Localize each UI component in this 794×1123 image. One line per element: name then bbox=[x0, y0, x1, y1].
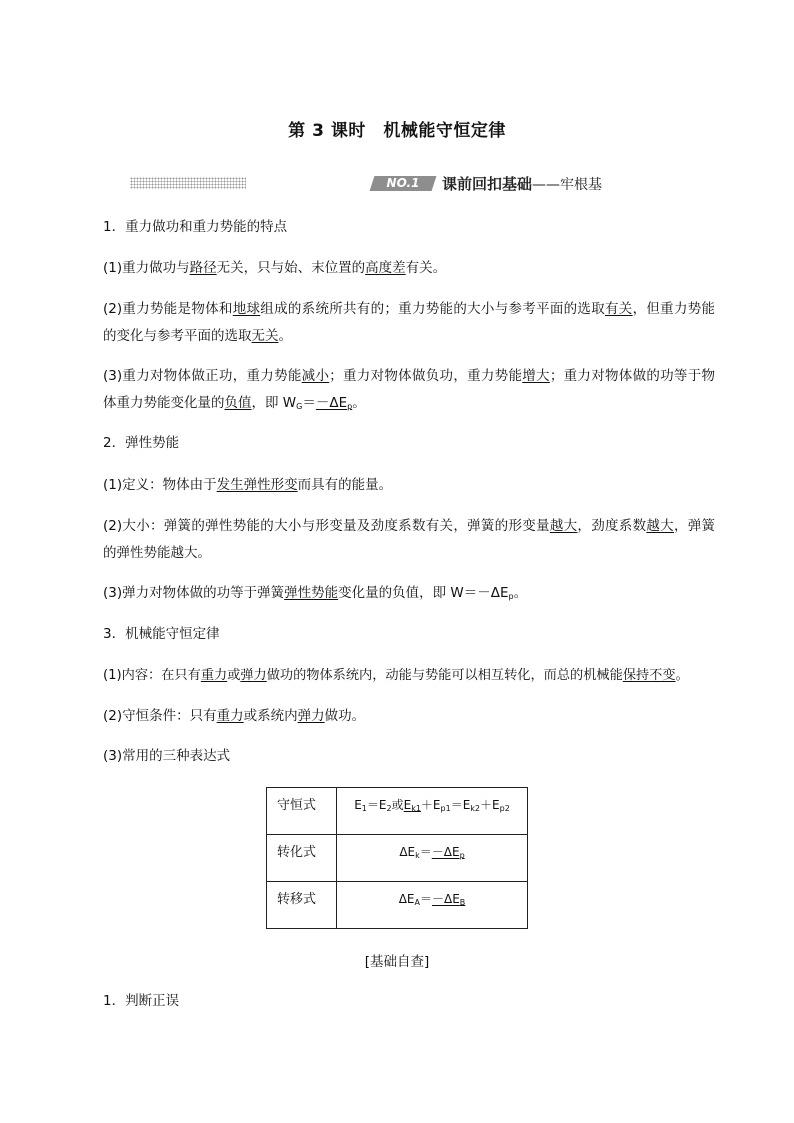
answer-blank: 越大 bbox=[549, 518, 578, 534]
text: ＋E bbox=[420, 798, 441, 812]
table-row bbox=[267, 882, 528, 929]
subscript: k2 bbox=[470, 804, 481, 813]
text: (3)重力对物体做正功，重力势能 bbox=[103, 368, 302, 384]
text: ＝ bbox=[419, 845, 432, 859]
banner-tag-label: NO.1 bbox=[386, 176, 420, 190]
text: ，劲度系数 bbox=[577, 518, 647, 534]
text: ；重力对物体做的功等于物体重力势能变化量的 bbox=[103, 368, 716, 411]
page-title: 第 3 课时 机械能守恒定律 bbox=[288, 121, 506, 141]
text: －ΔE bbox=[431, 845, 460, 859]
text: 或 bbox=[227, 668, 241, 683]
section-2-heading: 2．弹性势能 bbox=[103, 435, 180, 451]
answer-blank bbox=[316, 395, 352, 411]
text: ，弹簧的弹性势能越大。 bbox=[103, 518, 716, 561]
text: 有关。 bbox=[405, 260, 447, 276]
text: (3)弹力对物体做的功等于弹簧 bbox=[103, 585, 285, 601]
subscript: 2 bbox=[386, 804, 392, 813]
text: (1)内容：在只有 bbox=[103, 668, 201, 683]
table-row bbox=[267, 835, 528, 882]
subscript: p bbox=[508, 592, 514, 601]
text: ΔE bbox=[398, 892, 415, 906]
answer-blank bbox=[432, 845, 465, 859]
banner-tag bbox=[370, 176, 437, 191]
answer-blank: 弹力 bbox=[240, 668, 267, 683]
text: (2)重力势能是物体和 bbox=[103, 301, 233, 317]
subscript: G bbox=[296, 402, 303, 411]
answer-blank: 重力 bbox=[216, 708, 244, 724]
subscript: 1 bbox=[361, 804, 367, 813]
subscript: k bbox=[415, 851, 420, 860]
text: ＝E bbox=[450, 798, 471, 812]
text: (2)守恒条件：只有 bbox=[103, 708, 217, 724]
s3-paragraph-3: (3)常用的三种表达式 bbox=[103, 748, 231, 764]
text: ，即 W bbox=[251, 395, 297, 411]
answer-blank: 保持不变 bbox=[622, 668, 676, 683]
answer-blank: 减小 bbox=[301, 368, 330, 384]
text: 。 bbox=[675, 668, 689, 683]
row-label: 守恒式 bbox=[267, 788, 337, 835]
subscript: B bbox=[459, 898, 466, 907]
text: ΔE bbox=[399, 845, 416, 859]
banner-subtitle: ——牢根基 bbox=[532, 177, 603, 193]
s2-paragraph-3 bbox=[103, 580, 723, 610]
text: ＝E bbox=[366, 798, 387, 812]
answer-blank: 高度差 bbox=[365, 260, 406, 276]
text: 做功。 bbox=[324, 708, 366, 724]
text: 无关，只与始、末位置的 bbox=[216, 260, 366, 276]
s1-paragraph-2 bbox=[103, 296, 715, 350]
answer-blank: 弹性势能 bbox=[284, 585, 339, 601]
text: －ΔE bbox=[432, 892, 460, 906]
subscript: p bbox=[459, 851, 465, 860]
row-formula bbox=[337, 788, 528, 835]
subscript: p bbox=[347, 402, 353, 411]
subscript: A bbox=[414, 898, 420, 907]
answer-blank: 越大 bbox=[646, 518, 674, 534]
subscript: k1 bbox=[411, 804, 421, 813]
answer-blank bbox=[404, 798, 421, 812]
s1-paragraph-3 bbox=[103, 363, 715, 420]
text: 或系统内 bbox=[243, 708, 298, 724]
text: －ΔE bbox=[315, 395, 348, 411]
answer-blank: 地球 bbox=[232, 301, 261, 317]
answer-blank: 发生弹性形变 bbox=[216, 477, 298, 493]
s2-paragraph-2 bbox=[103, 513, 715, 567]
answer-blank: 无关 bbox=[251, 328, 279, 344]
answer-blank: 增大 bbox=[522, 368, 550, 384]
text: 而具有的能量。 bbox=[297, 477, 393, 493]
answer-blank: 弹力 bbox=[297, 708, 325, 724]
judge-heading: 1．判断正误 bbox=[103, 993, 180, 1009]
text: (2)大小：弹簧的弹性势能的大小与形变量及劲度系数有关，弹簧的形变量 bbox=[103, 518, 550, 534]
text: E bbox=[354, 798, 362, 812]
answer-blank: 有关 bbox=[605, 301, 633, 317]
banner-heading bbox=[442, 173, 602, 194]
text: ＋E bbox=[480, 798, 500, 812]
banner-heading-text: 课前回扣基础 bbox=[442, 175, 533, 193]
s3-paragraph-1 bbox=[103, 662, 723, 689]
subscript: p1 bbox=[440, 804, 451, 813]
subscript: p2 bbox=[499, 804, 510, 813]
self-check-label: [基础自查] bbox=[364, 954, 430, 970]
answer-blank: 路径 bbox=[189, 260, 217, 276]
section-3-heading: 3．机械能守恒定律 bbox=[103, 626, 220, 642]
row-label: 转移式 bbox=[267, 882, 337, 929]
text: 。 bbox=[513, 585, 528, 601]
banner-dot-pattern bbox=[130, 177, 246, 189]
text: 。 bbox=[278, 328, 292, 344]
section-1-heading: 1．重力做功和重力势能的特点 bbox=[103, 219, 288, 235]
text: E bbox=[403, 798, 412, 812]
text: (1)重力做功与 bbox=[103, 260, 190, 276]
text: 变化量的负值，即 W＝－ΔE bbox=[338, 585, 509, 601]
expressions-table bbox=[266, 787, 528, 929]
text: ，但重力势能的变化与参考平面的选取 bbox=[103, 301, 716, 344]
row-formula bbox=[337, 882, 528, 929]
text: ＝ bbox=[302, 395, 316, 411]
s2-paragraph-1 bbox=[103, 472, 723, 499]
text: ＝ bbox=[419, 892, 432, 906]
text: 组成的系统所共有的；重力势能的大小与参考平面的选取 bbox=[260, 301, 605, 317]
text: 或 bbox=[391, 798, 404, 812]
text: ；重力对物体做负功，重力势能 bbox=[329, 368, 523, 384]
table-row bbox=[267, 788, 528, 835]
answer-blank: 重力 bbox=[200, 668, 228, 683]
row-formula bbox=[337, 835, 528, 882]
s3-paragraph-2 bbox=[103, 703, 723, 730]
answer-blank: 负值 bbox=[224, 395, 252, 411]
text: (1)定义：物体由于 bbox=[103, 477, 217, 493]
answer-blank bbox=[432, 892, 465, 906]
text: 做功的物体系统内，动能与势能可以相互转化，而总的机械能 bbox=[266, 668, 623, 683]
text: 。 bbox=[352, 395, 366, 411]
s1-paragraph-1 bbox=[103, 255, 723, 282]
row-label: 转化式 bbox=[267, 835, 337, 882]
